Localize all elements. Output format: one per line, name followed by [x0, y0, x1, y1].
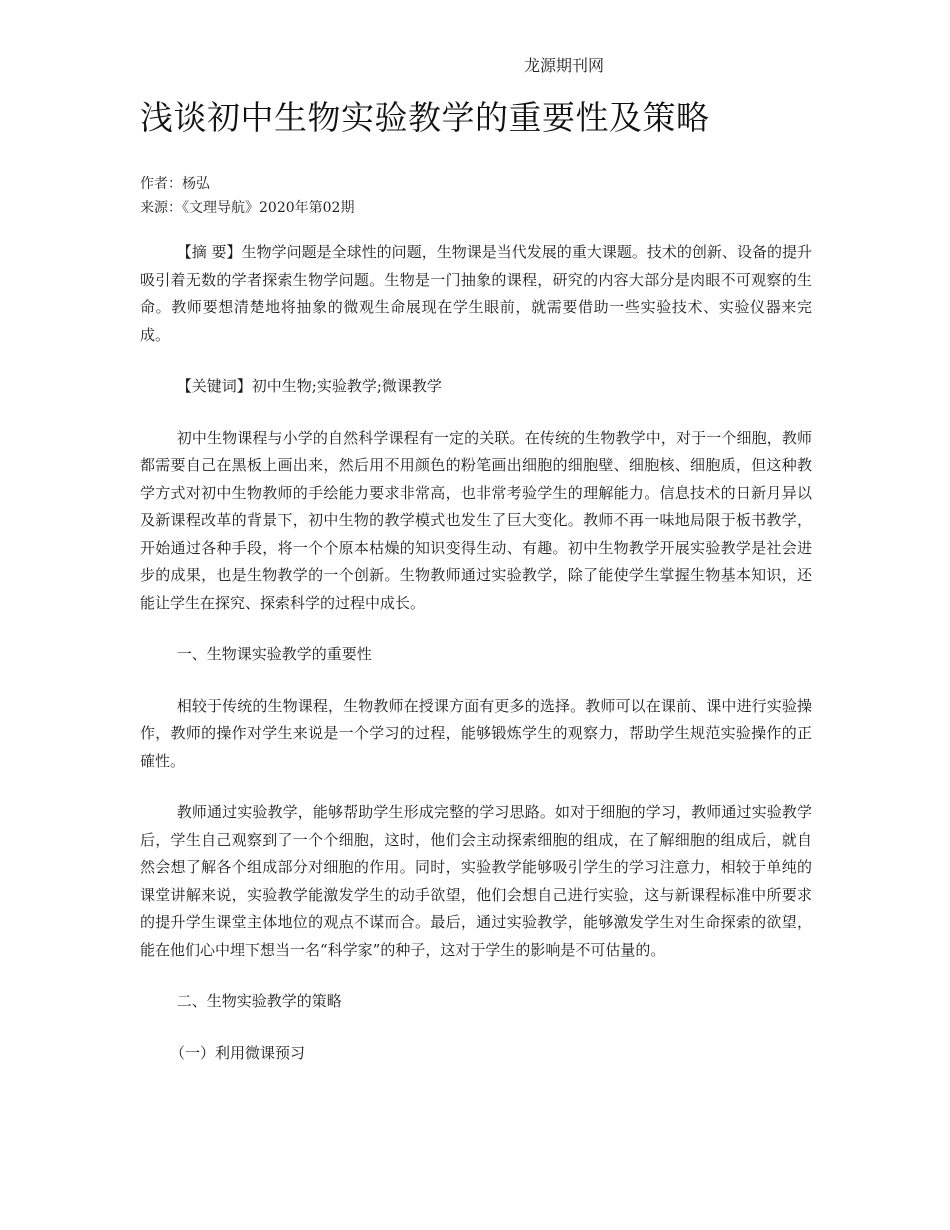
intro-paragraph: 初中生物课程与小学的自然科学课程有一定的关联。在传统的生物教学中，对于一个细胞，教师都需要自己在黑板上画出来，然后用不用颜色的粉笔画出细胞的细胞壁、细胞核、细胞质，但这种教学方式对初中生物教师的手绘能力要求非常高，也非常考验学生的理解能力。信息技术的日新月异以及新课程改革的背景下，初中生物的教学模式也发生了巨大变化。教师不再一味地局限于板书教学，开始通过各种手段，将一个个原本枯燥的知识变得生动、有趣。初中生物教学开展实验教学是社会进步的成果，也是生物教学的一个创新。生物教师通过实验教学，除了能使学生掌握生物基本知识，还能让学生在探究、探索科学的过程中成长。 [140, 428, 812, 612]
abstract-label: 【摘 要】 [176, 243, 242, 261]
keywords-paragraph [140, 373, 812, 401]
author-line: 作者：杨弘 [140, 176, 210, 192]
site-name: 龙源期刊网 [524, 56, 605, 75]
abstract-text: 生物学问题是全球性的问题，生物课是当代发展的重大课题。技术的创新、设备的提升吸引着无数的学者探索生物学问题。生物是一门抽象的课程，研究的内容大部分是肉眼不可观察的生命。教师要想清楚地将抽象的微观生命展现在学生眼前，就需要借助一些实验技术、实验仪器来完成。 [140, 243, 812, 344]
article-meta [140, 172, 354, 220]
article-title: 浅谈初中生物实验教学的重要性及策略 [140, 98, 710, 137]
section-1-paragraph-2: 教师通过实验教学，能够帮助学生形成完整的学习思路。如对于细胞的学习，教师通过实验教学后，学生自己观察到了一个个细胞，这时，他们会主动探索细胞的组成，在了解细胞的组成后，就自然会想了解各个组成部分对细胞的作用。同时，实验教学能够吸引学生的学习注意力，相较于单纯的课堂讲解来说，实验教学能激发学生的动手欲望，他们会想自己进行实验，这与新课程标准中所要求的提升学生课堂主体地位的观点不谋而合。最后，通过实验教学，能够激发学生对生命探索的欲望，能在他们心中埋下想当一名“科学家”的种子，这对于学生的影响是不可估量的。 [140, 803, 812, 959]
article-body [140, 239, 812, 1091]
section-1-heading: 一、生物课实验教学的重要性 [176, 645, 372, 663]
source-line: 来源：《文理导航》2020年第02期 [140, 200, 355, 216]
section-1-paragraph-1: 相较于传统的生物课程，生物教师在授课方面有更多的选择。教师可以在课前、课中进行实验操作，教师的操作对学生来说是一个学习的过程，能够锻炼学生的观察力，帮助学生规范实验操作的正確性。 [140, 696, 812, 770]
section-2-subheading-1: （一）利用微课预习 [170, 1043, 306, 1062]
keywords-label: 【关键词】 [176, 377, 252, 395]
keywords-text: 初中生物;实验教学;微课教学 [251, 377, 442, 395]
section-2-heading: 二、生物实验教学的策略 [176, 992, 342, 1010]
abstract-paragraph [140, 239, 812, 349]
